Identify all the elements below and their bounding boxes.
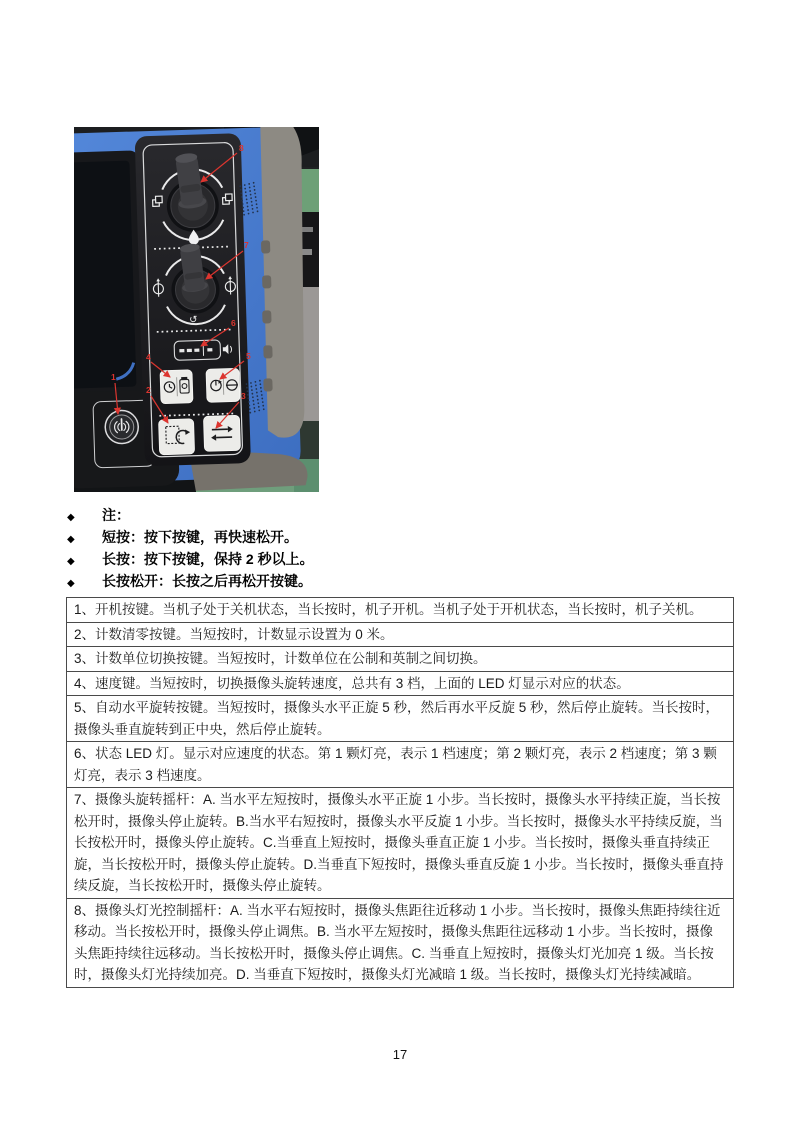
svg-text:5: 5 <box>246 351 251 361</box>
table-cell: 3、计数单位切换按键。当短按时，计数单位在公制和英制之间切换。 <box>67 647 734 672</box>
power-button[interactable] <box>105 410 139 444</box>
svg-text:4: 4 <box>146 352 151 362</box>
table-row <box>67 696 734 742</box>
note-text: 注： <box>102 507 130 523</box>
table-cell: 5、自动水平旋转按键。当短按时，摄像头水平正旋 5 秒，然后再水平反旋 5 秒，然后停止旋转。当长按时，摄像头垂直旋转到正中央，然后停止旋转。 <box>67 696 734 742</box>
svg-text:2: 2 <box>146 385 151 395</box>
note-text: 长按：按下按键，保持 2 秒以上。 <box>102 551 314 567</box>
note-item <box>67 548 314 570</box>
notes-list <box>67 504 314 592</box>
table-row <box>67 622 734 647</box>
note-item <box>67 504 314 526</box>
control-panel <box>135 133 251 466</box>
device-body <box>74 127 312 492</box>
table-row <box>67 647 734 672</box>
table-cell: 4、速度键。当短按时，切换摄像头旋转速度，总共有 3 档，上面的 LED 灯显示对应的状态。 <box>67 671 734 696</box>
svg-text:8: 8 <box>239 143 244 153</box>
table-cell: 2、计数清零按键。当短按时，计数显示设置为 0 米。 <box>67 622 734 647</box>
table-row <box>67 788 734 899</box>
diamond-bullet-icon: ◆ <box>67 578 75 589</box>
auto-rotate-button[interactable] <box>206 368 240 402</box>
screen <box>74 150 147 401</box>
page-number: 17 <box>392 1047 408 1062</box>
button-description-table <box>66 597 734 988</box>
note-text: 短按：按下按键，再快速松开。 <box>102 529 298 545</box>
speed-button[interactable] <box>160 370 193 404</box>
svg-text:7: 7 <box>244 240 249 250</box>
table-row <box>67 898 734 987</box>
note-text: 长按松开：长按之后再松开按键。 <box>102 573 312 589</box>
table-cell: 1、开机按键。当机子处于关机状态，当长按时，机子开机。当机子处于开机状态，当长按时，机子关机。 <box>67 598 734 623</box>
svg-text:1: 1 <box>111 372 116 382</box>
rotate-ccw-icon: ↺ <box>189 314 198 326</box>
table-cell: 8、摄像头灯光控制摇杆：A. 当水平右短按时，摄像头焦距往近移动 1 小步。当长按时，摄像头焦距持续往近移动。当长按松开时，摄像头停止调焦。B. 当水平左短按时，摄像头焦距往远移动 1 小步。当长按时，摄像头焦距持续往远移动。当长按松开时，摄像头停止调焦。C. 当垂直上短按时，摄像头灯光加亮 1 级。当长按时，摄像头灯光持续加亮。D. 当垂直下短按时，摄像头灯光减暗 1 级。当长按时，摄像头灯光持续减暗。 <box>67 898 734 987</box>
device-photo-svg <box>74 127 319 492</box>
svg-text:3: 3 <box>241 391 246 401</box>
diamond-bullet-icon: ◆ <box>67 512 75 523</box>
table-cell: 7、摄像头旋转摇杆：A. 当水平左短按时，摄像头水平正旋 1 小步。当长按时，摄像头水平持续正旋，当长按松开时，摄像头停止旋转。B.当水平右短按时，摄像头水平反旋 1 小步。当长按时，摄像头水平持续反旋，当长按松开时，摄像头停止旋转。C.当垂直上短按时，摄像头垂直正旋 1 小步。当长按时，摄像头垂直持续正旋，当长按松开时，摄像头停止旋转。D.当垂直下短按时，摄像头垂直反旋 1 小步。当长按时，摄像头垂直持续反旋，当长按松开时，摄像头停止旋转。 <box>67 788 734 899</box>
device-photo <box>74 127 319 492</box>
table-cell: 6、状态 LED 灯。显示对应速度的状态。第 1 颗灯亮，表示 1 档速度；第 2 颗灯亮，表示 2 档速度；第 3 颗灯亮，表示 3 档速度。 <box>67 742 734 788</box>
diamond-bullet-icon: ◆ <box>67 556 75 567</box>
diamond-bullet-icon: ◆ <box>67 534 75 545</box>
svg-text:6: 6 <box>231 318 236 328</box>
table-row <box>67 598 734 623</box>
note-item <box>67 570 314 592</box>
table-row <box>67 671 734 696</box>
counter-reset-button[interactable] <box>159 419 195 455</box>
note-item <box>67 526 314 548</box>
table-row <box>67 742 734 788</box>
